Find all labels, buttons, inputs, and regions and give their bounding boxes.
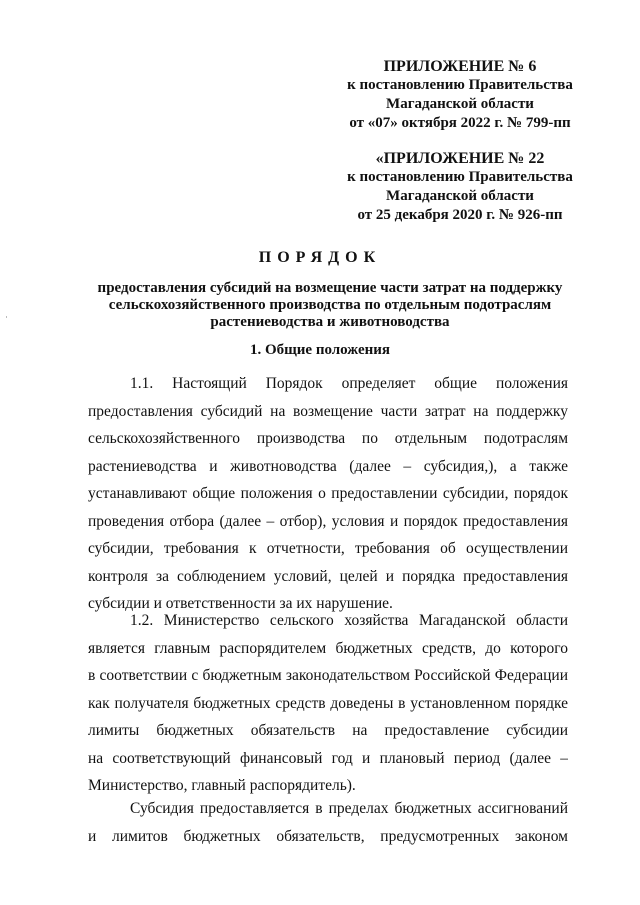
paragraph-1-2 xyxy=(88,607,568,800)
paragraph-line: сельскохозяйственного производства по отдельным подотраслям xyxy=(88,430,568,447)
section-heading: 1. Общие положения xyxy=(249,342,391,358)
paragraph-line: является главным распорядителем бюджетных средств, до которого xyxy=(88,639,568,657)
paragraph-line: устанавливают общие положения о предоставлении субсидии, порядок xyxy=(88,485,568,502)
appendix-line: к постановлению Правительства xyxy=(347,169,573,185)
paragraph-line: контроля за соблюдением условий, целей и порядка предоставления xyxy=(88,567,568,585)
paragraph-line: 1.2. Министерство сельского хозяйства Магаданской области xyxy=(130,612,568,629)
document-subtitle xyxy=(60,280,600,331)
appendix-block-current xyxy=(325,57,595,133)
paragraph-line: предоставления субсидий на возмещение части затрат на поддержку xyxy=(88,402,568,420)
paragraph-line: субсидии, требования к отчетности, требования об осуществлении xyxy=(88,540,568,557)
paragraph-line: лимиты бюджетных обязательств на предоставление субсидии xyxy=(88,722,568,739)
appendix-block-previous xyxy=(325,149,595,225)
appendix-line: к постановлению Правительства xyxy=(347,77,573,93)
paragraph-line: на соответствующий финансовый год и плановый период (далее – xyxy=(88,749,568,767)
paragraph-1-1 xyxy=(88,370,568,618)
appendix-date-line: от «07» октября 2022 г. № 799-пп xyxy=(349,115,571,131)
paragraph-line: в соответствии с бюджетным законодательством Российской Федерации xyxy=(88,667,568,684)
appendix-line: Магаданской области xyxy=(386,188,534,204)
subtitle-line: предоставления субсидий на возмещение части затрат на поддержку xyxy=(97,280,563,296)
appendix-heading: ПРИЛОЖЕНИЕ № 6 xyxy=(383,58,537,75)
subtitle-line: растениеводства и животноводства xyxy=(210,314,450,330)
subtitle-line: сельскохозяйственного производства по отдельным подотраслям xyxy=(108,297,552,313)
paragraph-line: как получателя бюджетных средств доведены в установленном порядке xyxy=(88,694,568,712)
paragraph-line: проведения отбора (далее – отбор), условия и порядок предоставления xyxy=(88,512,568,530)
paragraph-line: растениеводства и животноводства (далее – субсидия,), а также xyxy=(88,457,568,475)
paragraph-line: и лимитов бюджетных обязательств, предусмотренных законом xyxy=(88,827,568,845)
paragraph-line: 1.1. Настоящий Порядок определяет общие положения xyxy=(130,375,568,392)
appendix-heading: «ПРИЛОЖЕНИЕ № 22 xyxy=(375,150,545,167)
paragraph-line: субсидии и ответственности за их нарушение. xyxy=(88,595,393,612)
paragraph-line: Министерство, главный распорядитель). xyxy=(88,777,356,794)
paragraph-line: Субсидия предоставляется в пределах бюджетных ассигнований xyxy=(130,800,568,817)
scan-mark xyxy=(6,316,7,318)
appendix-line: Магаданской области xyxy=(386,96,534,112)
paragraph-subsidy xyxy=(88,795,568,850)
appendix-date-line: от 25 декабря 2020 г. № 926-пп xyxy=(357,207,563,223)
document-title: ПОРЯДОК xyxy=(258,249,382,266)
